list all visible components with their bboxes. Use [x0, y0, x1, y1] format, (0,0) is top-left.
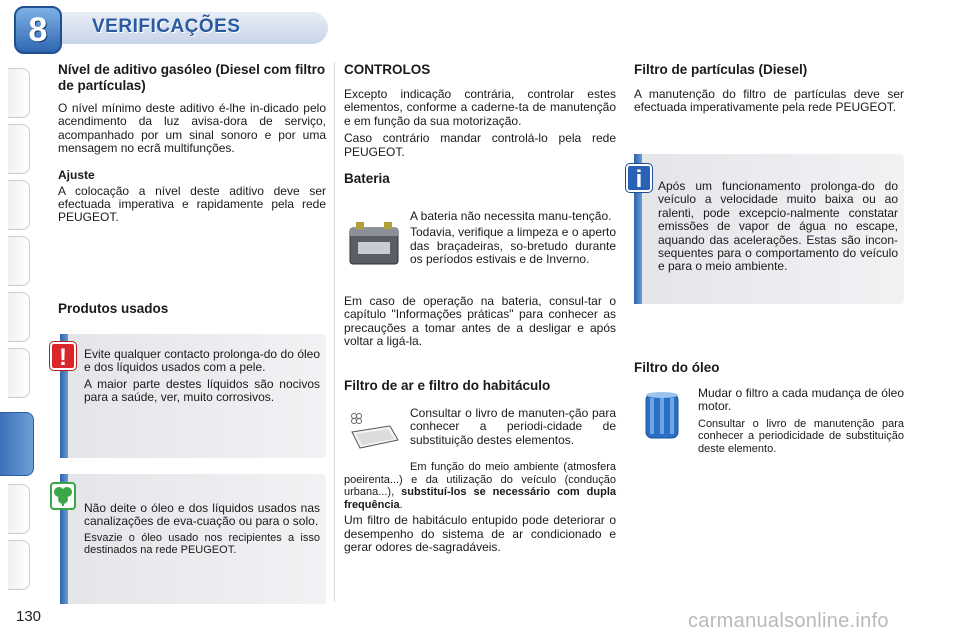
paragraph: Consultar o livro de manuten-ção para conhecer a periodi-cidade de substituição destes elementos.: [410, 406, 616, 447]
paragraph: A bateria não necessita manu-tenção.: [410, 209, 612, 223]
eco-text: Esvazie o óleo usado nos recipientes a isso destinados na rede PEUGEOT.: [84, 531, 320, 557]
cabin-filter-note: [344, 461, 616, 555]
page-title: VERIFICAÇÕES: [92, 16, 241, 37]
paragraph: O nível mínimo deste aditivo é-lhe in-dicado pelo acendimento da luz avisa-dora de serviço, acompanhado por um sinal sonoro e por uma mensagem no ecrã multifunções.: [58, 101, 326, 156]
paragraph: Um filtro de habitáculo entupido pode deteriorar o desempenho do sistema de ar condicionado e gerar odores de-sagradáveis.: [344, 513, 616, 555]
warning-box: [60, 334, 326, 458]
oil-filter-text: [698, 387, 904, 456]
eco-box: [60, 474, 326, 604]
subheading-ajuste: Ajuste: [58, 167, 95, 182]
chapter-tab[interactable]: [8, 68, 30, 118]
column-2: [344, 62, 616, 187]
warning-text: A maior parte destes líquidos são nocivos para a saúde, ver, muito corrosivos.: [84, 376, 320, 405]
paragraph: Consultar o livro de manutenção para conhecer a periodicidade de substituição deste elemento.: [698, 417, 904, 455]
chapter-tab[interactable]: [8, 292, 30, 342]
paragraph: A colocação a nível deste aditivo deve ser efectuada imperativa e rapidamente pela rede PEUGEOT.: [58, 183, 326, 225]
chapter-tab[interactable]: [8, 236, 30, 286]
paragraph: Excepto indicação contrária, controlar estes elementos, conforme a caderne-ta de manutenção e em função da sua motorização.: [344, 87, 616, 128]
cabin-filter-icon: [346, 410, 402, 458]
warning-icon: !: [50, 342, 76, 370]
bold-text: substituí-los se necessário com dupla frequência: [344, 486, 617, 511]
info-box: [634, 154, 904, 304]
chapter-number-badge: 8: [14, 6, 62, 54]
paragraph: Em caso de operação na bateria, consul-tar o capítulo "Informações práticas" para conhecer as precauções a tomar antes de a desligar e após voltar a ligá-la.: [344, 294, 616, 349]
oil-filter-icon: [640, 390, 684, 442]
paragraph: Caso contrário mandar controlá-lo pela rede PEUGEOT.: [344, 131, 616, 159]
chapter-tab-strip: [0, 68, 34, 588]
column-divider: [334, 62, 335, 602]
battery-text: [410, 210, 616, 267]
eco-icon: [50, 482, 76, 510]
chapter-tab[interactable]: [8, 348, 30, 398]
chapter-tab[interactable]: [8, 124, 30, 174]
column-1: [58, 62, 326, 225]
paragraph: Todavia, verifique a limpeza e o aperto das braçadeiras, so-bretudo durante os períodos estivais e de Inverno.: [410, 225, 616, 267]
battery-icon: [346, 218, 402, 268]
section-title-aditivo: Nível de aditivo gasóleo (Diesel com filtro de partículas): [58, 62, 326, 93]
warning-text: Evite qualquer contacto prolonga-do do óleo e dos líquidos usados com a pele.: [84, 347, 320, 375]
chapter-tab[interactable]: [8, 484, 30, 534]
chapter-tab-active[interactable]: [0, 412, 34, 476]
paragraph: A manutenção do filtro de partículas deve ser efectuada imperativamente pela rede PEUGEOT.: [634, 87, 904, 115]
text-span: Em função do meio ambiente (atmosfera poeirenta...) e da utilização do veículo (condução urbana...),: [344, 461, 616, 499]
cabin-filter-text: [410, 407, 616, 447]
section-title-controlos: CONTROLOS: [344, 62, 431, 77]
info-icon: i: [626, 164, 652, 192]
eco-text: Não deite o óleo e dos líquidos usados nas canalizações de eva-cuação ou para o solo.: [84, 501, 320, 529]
chapter-tab[interactable]: [8, 180, 30, 230]
section-title-filtro-oleo: Filtro do óleo: [634, 360, 720, 375]
watermark: carmanualsonline.info: [688, 610, 889, 632]
section-title-produtos: Produtos usados: [58, 301, 169, 316]
chapter-tab[interactable]: [8, 540, 30, 590]
section-title-filtro-ar: Filtro de ar e filtro do habitáculo: [344, 378, 551, 393]
paragraph: [344, 461, 616, 511]
section-title-bateria: Bateria: [344, 171, 390, 187]
info-text: Após um funcionamento prolonga-do do veículo a velocidade muito baixa ou ao ralenti, pode excepcio-nalmente constatar emissões de vapor de água no escape, aquando das acelerações. Estas são incon-sequentes para o comportamento do veículo e para o meio ambiente.: [658, 179, 898, 274]
column-3: [634, 62, 904, 115]
battery-note: [344, 295, 616, 349]
section-title-particulas: Filtro de partículas (Diesel): [634, 62, 808, 77]
text-span: .: [399, 498, 403, 511]
paragraph: Mudar o filtro a cada mudança de óleo motor.: [698, 386, 904, 414]
page-number: 130: [16, 608, 42, 625]
